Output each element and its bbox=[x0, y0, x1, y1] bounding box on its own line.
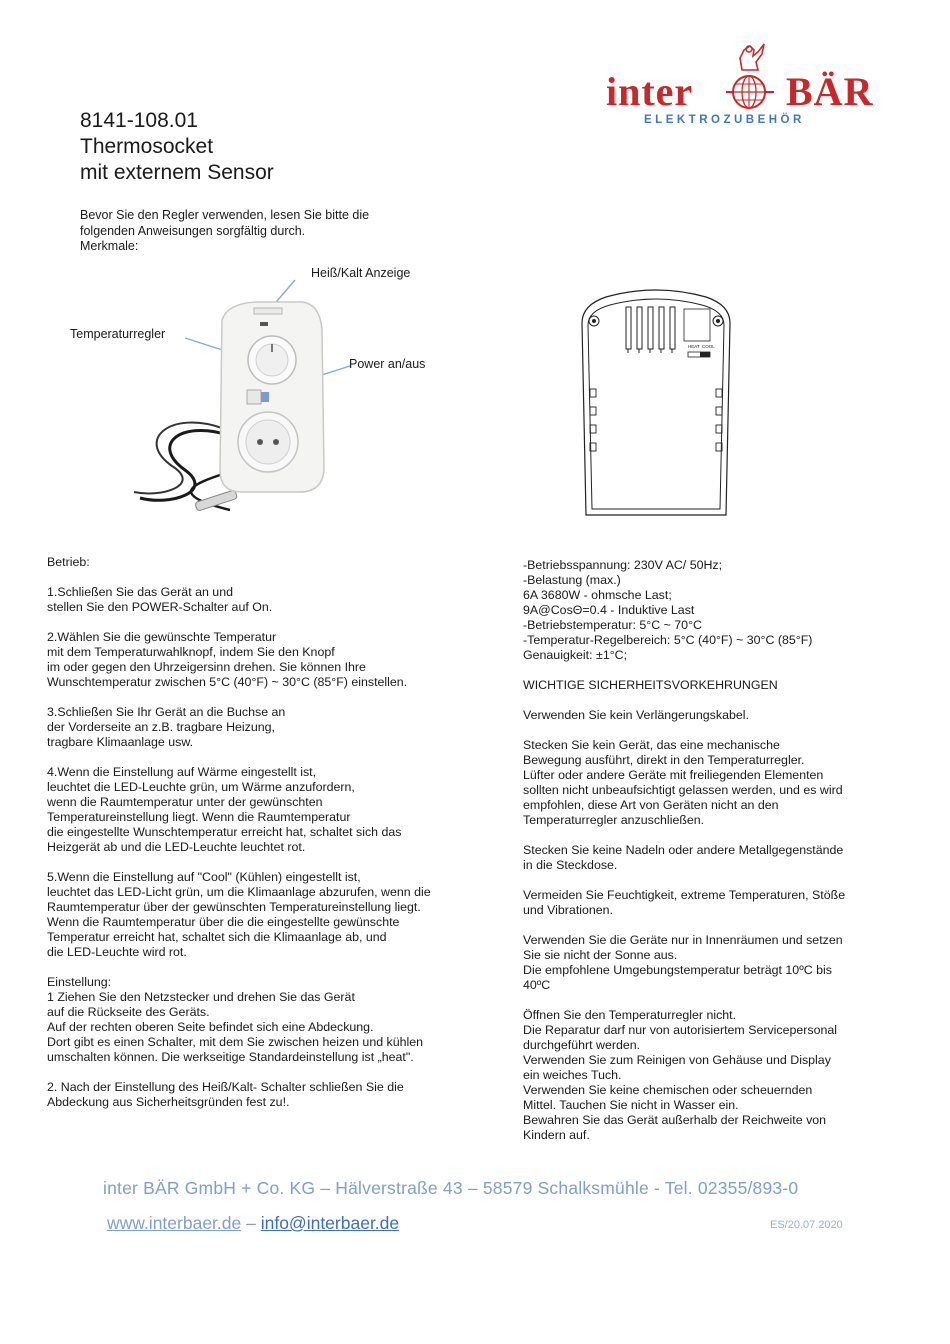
operation-step-2: 2.Wählen Sie die gewünschte Temperatur mit dem Temperaturwahlknopf, indem Sie den Knopf im oder gegen den Uhrzeigersinn drehen. Sie können Ihre Wunschtemperatur zwischen 5°C (40°F) ~ 30°C (85°F) einstellen. bbox=[47, 630, 408, 689]
product-photo bbox=[110, 270, 440, 540]
product-name: Thermosocket bbox=[80, 135, 214, 158]
website-link[interactable]: www.interbaer.de bbox=[107, 1213, 242, 1233]
product-title bbox=[80, 108, 274, 186]
label-heat-cold-indicator: Heiß/Kalt Anzeige bbox=[311, 266, 411, 280]
label-temperature-regulator: Temperaturregler bbox=[70, 327, 166, 341]
label-power-switch: Power an/aus bbox=[349, 357, 426, 371]
footer-links bbox=[107, 1213, 399, 1234]
logo-tagline: ELEKTROZUBEHÖR bbox=[644, 114, 805, 126]
email-link[interactable]: info@interbaer.de bbox=[260, 1213, 400, 1233]
operation-heading: Betrieb: bbox=[47, 555, 90, 569]
operation-step-5: 5.Wenn die Einstellung auf "Cool" (Kühlen) eingestellt ist, leuchtet das LED-Licht grün, um die Klimaanlage abzurufen, wenn die Raumtemperatur über der gewünschten Temperatureinstellung liegt. Wenn die Raumtemperatur über die die eingestellte gewünschte Temperatur erreicht hat, schaltet sich die Klimaanlage ab, und die LED-Leuchte wird rot. bbox=[47, 870, 431, 959]
safety-note-4: Vermeiden Sie Feuchtigkeit, extreme Temperaturen, Stöße und Vibrationen. bbox=[523, 888, 846, 917]
product-subtitle: mit externem Sensor bbox=[80, 161, 274, 184]
safety-note-1: Verwenden Sie kein Verlängerungskabel. bbox=[523, 708, 749, 722]
safety-note-6: Öffnen Sie den Temperaturregler nicht. Die Reparatur darf nur von autorisiertem Servicepersonal durchgeführt werden. Verwenden Sie zum Reinigen von Gehäuse und Display ein weiches Tuch. Verwenden Sie keine chemischen oder scheuernden Mittel. Tauchen Sie nicht in Wasser ein. Bewahren Sie das Gerät außerhalb der Reichweite von Kindern auf. bbox=[523, 1008, 838, 1142]
logo-word-inter: inter bbox=[606, 69, 694, 114]
settings-step-2: 2. Nach der Einstellung des Heiß/Kalt- Schalter schließen Sie die Abdeckung aus Sicherheitsgründen fest zu!. bbox=[47, 1080, 404, 1109]
operation-step-4: 4.Wenn die Einstellung auf Wärme eingestellt ist, leuchtet die LED-Leuchte grün, um Wärme anzufordern, wenn die Raumtemperatur unter der gewünschten Temperatureinstellung liegt. Wenn die Raumtemperatur die eingestellte Wunschtemperatur erreicht hat, schaltet sich das Heizgerät ab und die LED-Leuchte leuchtet rot. bbox=[47, 765, 402, 854]
settings-instructions: Einstellung: 1 Ziehen Sie den Netzstecker und drehen Sie das Gerät auf die Rückseite des Geräts. Auf der rechten oberen Seite befindet sich eine Abdeckung. Dort gibt es einen Schalter, mit dem Sie zwischen heizen und kühlen umschalten können. Die werkseitige Standardeinstellung ist „heat". bbox=[47, 975, 424, 1064]
intro-text: Bevor Sie den Regler verwenden, lesen Sie bitte die folgenden Anweisungen sorgfältig durch. Merkmale: bbox=[80, 208, 370, 253]
product-number: 8141-108.01 bbox=[80, 109, 198, 132]
operation-step-3: 3.Schließen Sie Ihr Gerät an die Buchse an der Vorderseite an z.B. tragbare Heizung, tragbare Klimaanlage usw. bbox=[47, 705, 286, 749]
globe-bear-icon bbox=[720, 40, 780, 116]
operation-section bbox=[47, 555, 477, 1125]
logo-word-baer: BÄR bbox=[786, 69, 874, 114]
footer-address: inter BÄR GmbH + Co. KG – Hälverstraße 43 – 58579 Schalksmühle - Tel. 02355/893-0 bbox=[103, 1178, 799, 1198]
company-logo bbox=[596, 40, 892, 130]
safety-note-2: Stecken Sie kein Gerät, das eine mechanische Bewegung ausführt, direkt in den Temperaturregler. Lüfter oder andere Geräte mit freiliegenden Elementen sollten nicht unbeaufsichtigt gelassen werden, und es wird empfohlen, diese Art von Geräten nicht an den Temperaturregler anzuschließen. bbox=[523, 738, 843, 827]
heat-label: HEAT bbox=[688, 344, 700, 349]
rear-view-drawing bbox=[576, 283, 736, 523]
technical-specs: -Betriebsspannung: 230V AC/ 50Hz; -Belastung (max.) 6A 3680W - ohmsche Last; 9A@CosΘ=0.4 - Induktive Last -Betriebstemperatur: 5°C ~ 70°C -Temperatur-Regelbereich: 5°C (40°F) ~ 30°C (85°F) Genauigkeit: ±1°C; bbox=[523, 558, 813, 662]
safety-heading: WICHTIGE SICHERHEITSVORKEHRUNGEN bbox=[523, 678, 778, 692]
cool-label: COOL bbox=[702, 344, 715, 349]
operation-step-1: 1.Schließen Sie das Gerät an und stellen Sie den POWER-Schalter auf On. bbox=[47, 585, 273, 614]
safety-note-3: Stecken Sie keine Nadeln oder andere Metallgegenstände in die Steckdose. bbox=[523, 843, 844, 872]
document-date-code: ES/20.07.2020 bbox=[770, 1219, 843, 1231]
specifications-section bbox=[523, 558, 883, 1158]
footer-link-separator: – bbox=[241, 1213, 261, 1233]
safety-note-5: Verwenden Sie die Geräte nur in Innenräumen und setzen Sie sie nicht der Sonne aus. Die empfohlene Umgebungstemperatur beträgt 10ºC bis 40ºC bbox=[523, 933, 843, 992]
